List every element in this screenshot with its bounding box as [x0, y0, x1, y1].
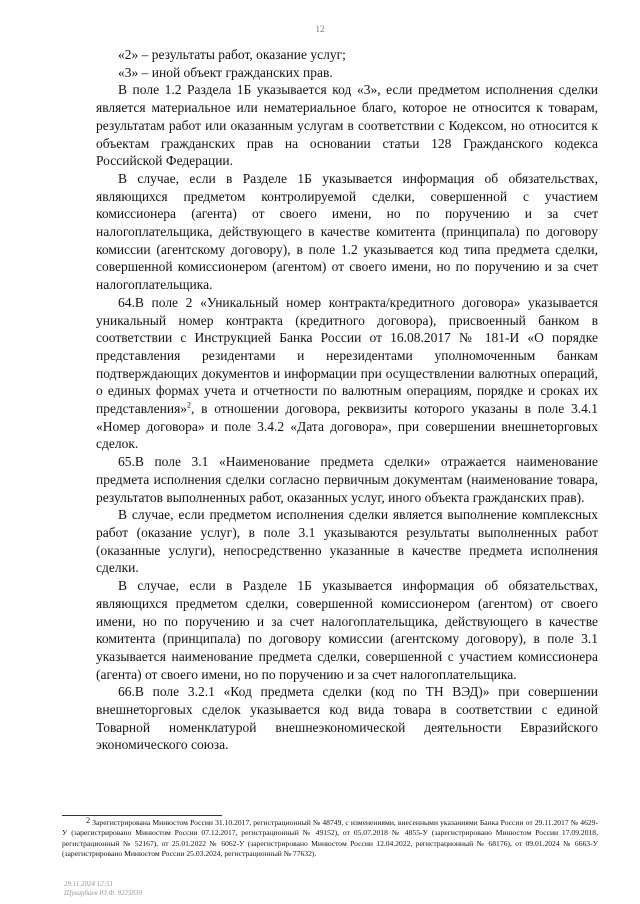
- paragraph-64-tail: , в отношении договора, реквизиты которого указаны в поле 3.4.1 «Номер договора» и поле 3.4.2 «Дата договора», при совершении внешнеторговых сделок.: [96, 401, 598, 452]
- page-number: 12: [315, 24, 325, 34]
- document-body: [96, 46, 598, 754]
- paragraph-complex-works: В случае, если предметом исполнения сделки является выполнение комплексных работ (оказание услуг), в поле 3.1 указываются результаты выполненных работ (оказанные услуги), непосредственно указанные в качестве предмета исполнения сделки.: [96, 507, 598, 576]
- footnote-marker: 2: [86, 815, 91, 825]
- footnote: [62, 815, 598, 860]
- paragraph-code-3: «3» – иной объект гражданских прав.: [118, 64, 333, 80]
- print-stamp-date: 29.11.2024 12:51: [64, 880, 114, 888]
- paragraph-64: [96, 294, 598, 453]
- paragraph-field-3-1-commissioner: В случае, если в Разделе 1Б указывается информация об обязательствах, являющихся предметом сделки, совершенной комиссионером (агентом) от своего имени, но по поручению и за счет налогоплательщика, действующего в качестве комитента (принципала) по договору комиссии (агентскому договору), в поле 3.1 указывается наименование предмета сделки, совершенной с участием комиссионера (агента) от своего имени, но по поручению и за счет налогоплательщика.: [96, 578, 598, 682]
- paragraph-field-1-2: В поле 1.2 Раздела 1Б указывается код «3», если предметом исполнения сделки является материальное или нематериальное благо, которое не относится к товарам, результатам работ или оказанным услугам в соответствии с Кодексом, но относится к объектам гражданских прав на основании статьи 128 Гражданского кодекса Российской Федерации.: [96, 82, 598, 169]
- footnote-text: Зарегистрирована Минюстом России 31.10.2017, регистрационный № 48749, с изменениями, внесенными указаниями Банка России от 29.11.2017 № 4629-У (зарегистрировано Минюстом России 07.12.2017, регистрационный № 49152), от 05.07.2018 № 4855-У (зарегистрировано Минюстом России 17.09.2018, регистрационный № 52167), от 25.01.2022 № 6062-У (зарегистрировано Минюстом России 12.04.2022, регистрационный № 68176), от 09.01.2024 № 6663-У (зарегистрировано Минюстом России 25.03.2024, регистрационный № 77632).: [62, 818, 598, 859]
- paragraph-65: 65.В поле 3.1 «Наименование предмета сделки» отражается наименование предмета исполнения сделки согласно первичным документам (наименование товара, результатов выполненных работ, оказанных услуг, иного объекта гражданских прав).: [96, 454, 598, 505]
- paragraph-code-2: «2» – результаты работ, оказание услуг;: [118, 47, 346, 62]
- paragraph-64-text: 64.В поле 2 «Уникальный номер контракта/кредитного договора» указывается уникальный номер контракта (кредитного договора), присвоенный банком в соответствии с Инструкцией Банка России от 16.08.2017 № 181-И «О порядке представления резидентами и нерезидентами уполномоченным банкам подтверждающих документов и информации при осуществлении валютных операций, о единых формах учета и отчетности по валютным операциям, порядке и сроках их представления»: [96, 294, 598, 417]
- footnote-reference[interactable]: 2: [187, 400, 192, 410]
- paragraph-commissioner-case: В случае, если в Разделе 1Б указывается информация об обязательствах, являющихся предметом контролируемой сделки, совершенной с участием комиссионера (агента) от своего имени, но по поручению и за счет налогоплательщика, действующего в качестве комитента (принципала) по договору комиссии (агентскому договору), в поле 1.2 указывается код типа предмета сделки, совершенной комиссионером (агентом) от своего имени, но по поручению и за счет налогоплательщика.: [96, 170, 598, 293]
- print-stamp-user: Щукарбаев Ю.Ф. 9225839: [64, 889, 143, 897]
- paragraph-66: 66.В поле 3.2.1 «Код предмета сделки (код по ТН ВЭД)» при совершении внешнеторговых сделок указывается код вида товара в соответствии с единой Товарной номенклатурой внешнеэкономической деятельности Евразийского экономического союза.: [96, 684, 598, 753]
